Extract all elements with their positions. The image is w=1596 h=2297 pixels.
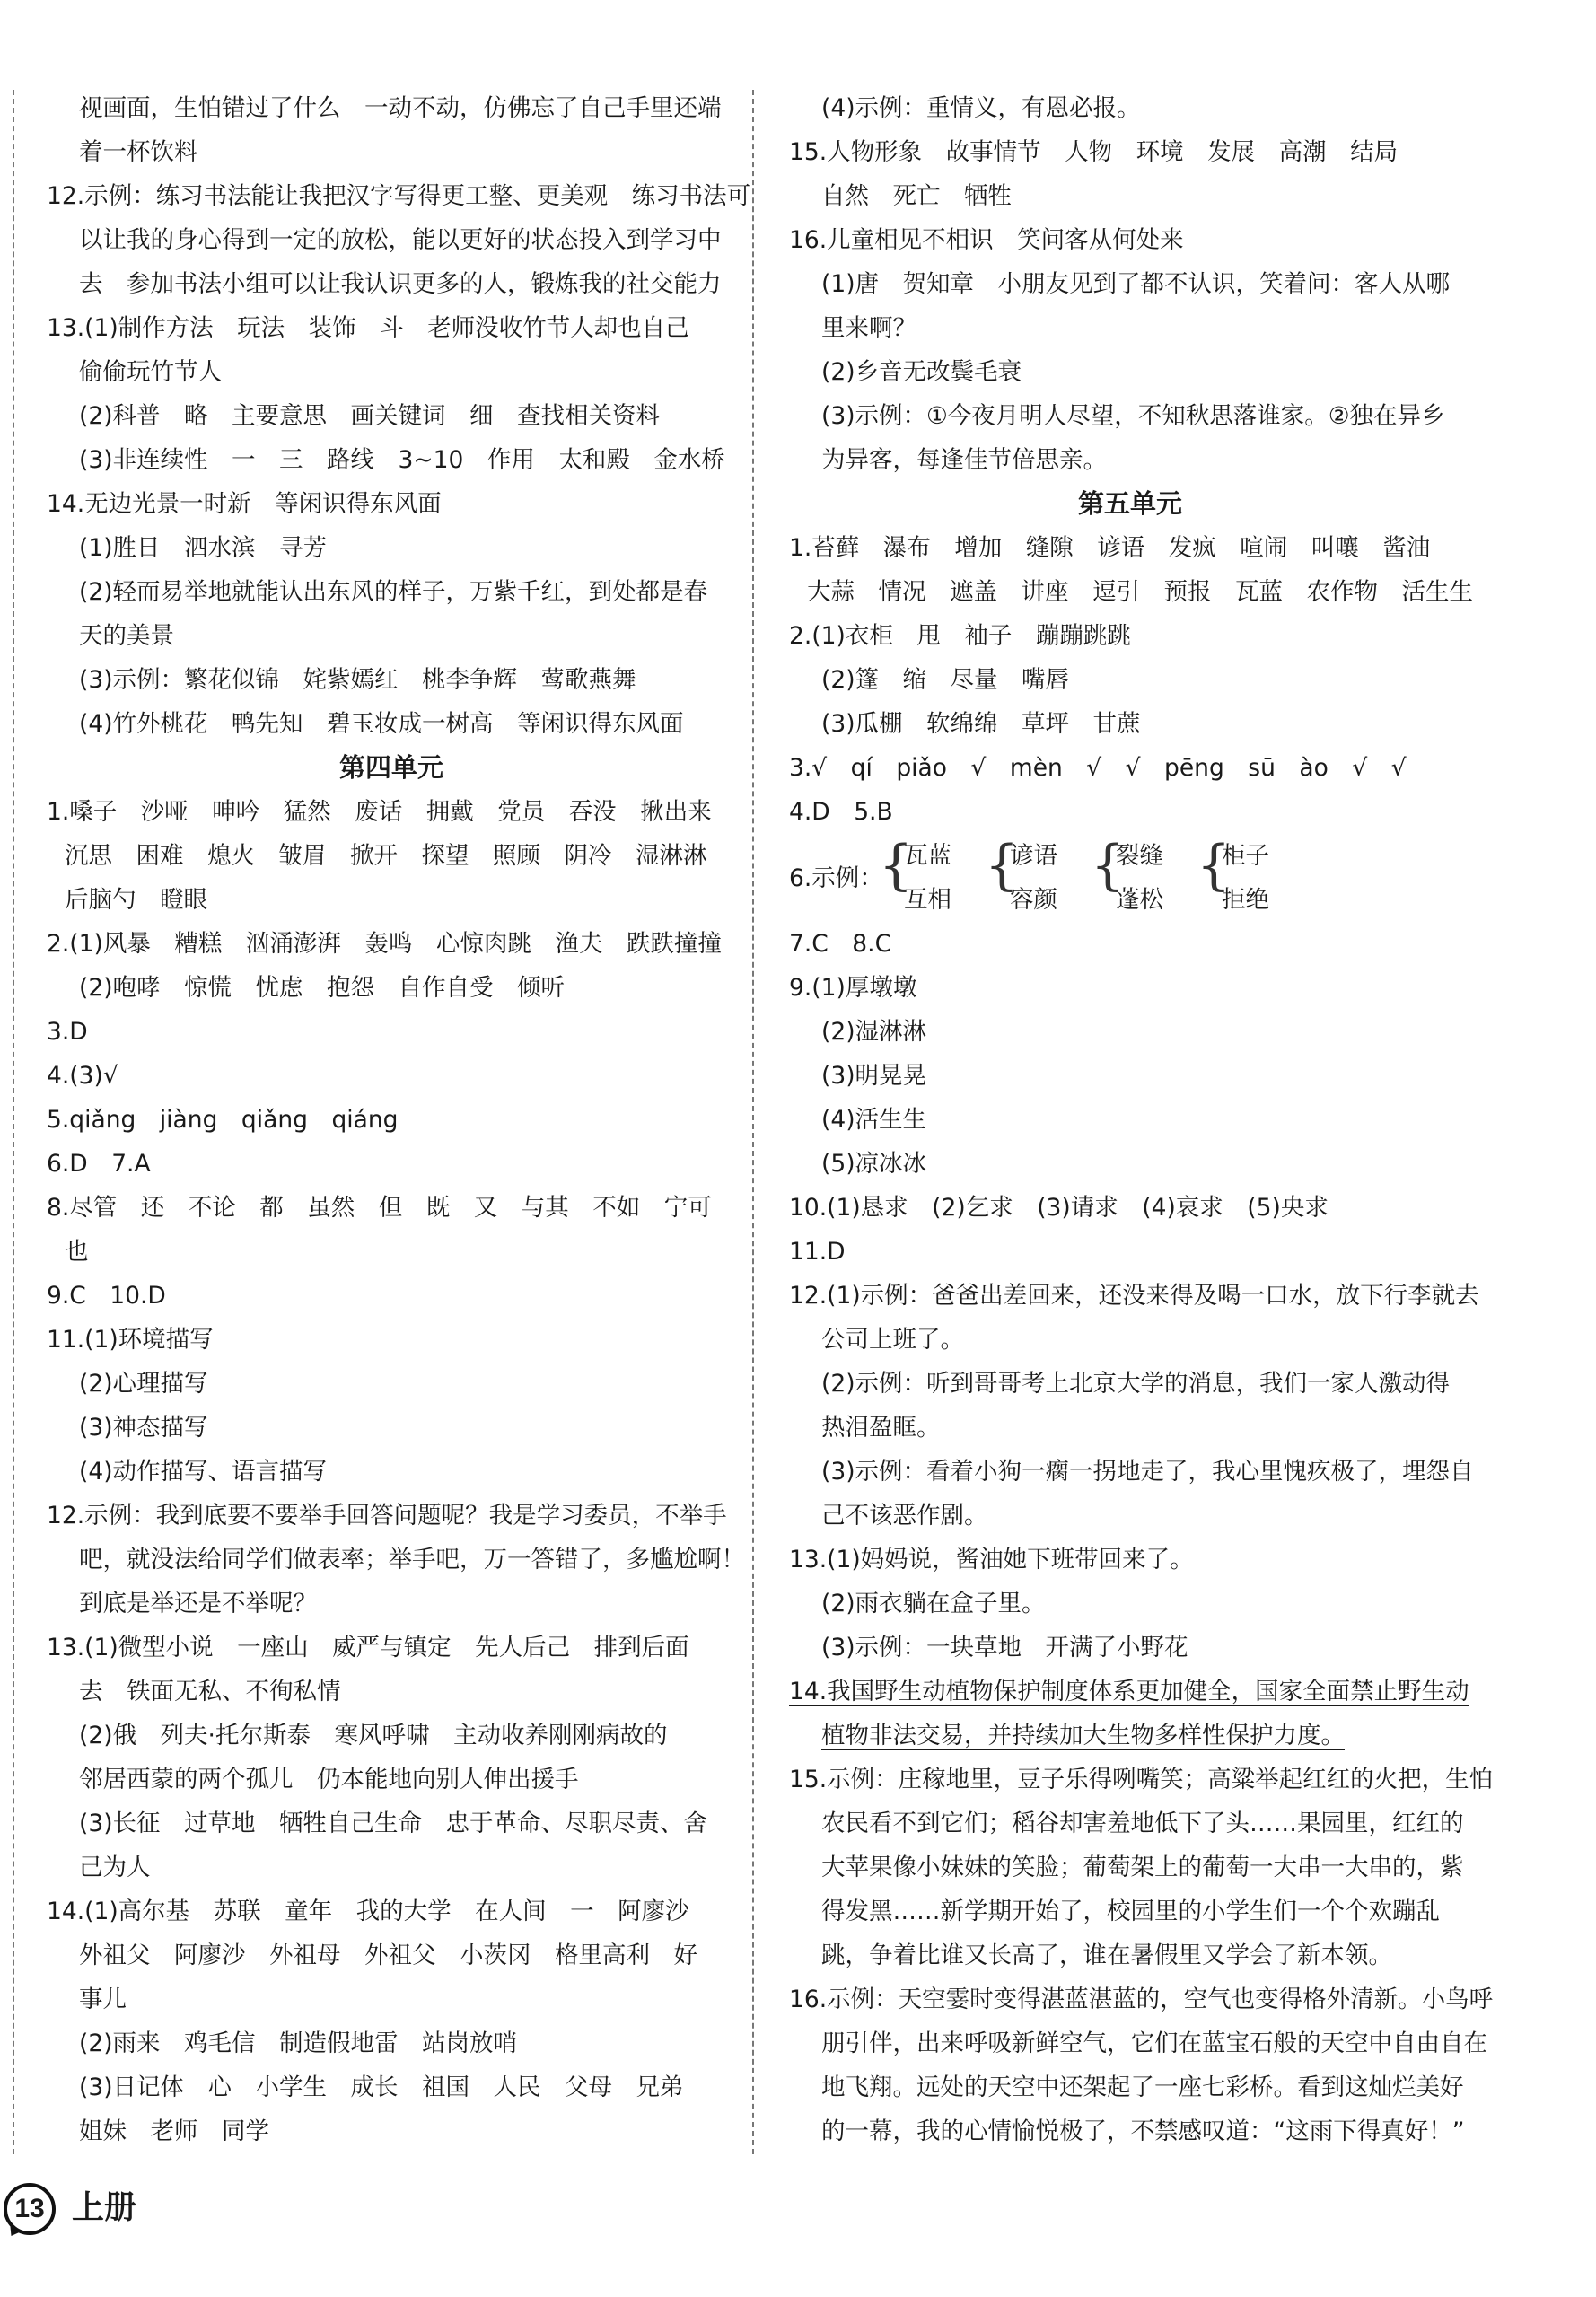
text-line: 也 [65,1238,89,1266]
text-line: 到底是举还是不举呢？ [79,1590,317,1618]
text-line: (5)凉冰冰 [821,1150,927,1178]
text-line: 得发黑……新学期开始了，校园里的小学生们一个个欢蹦乱 [821,1898,1440,1925]
word-bottom: 蓬松 [1116,886,1163,914]
answer-10: 10.(1)恳求 (2)乞求 (3)请求 (4)哀求 (5)央求 [789,1194,1329,1222]
answer-7-8: 7.C 8.C [789,930,892,958]
text-line: 偷偷玩竹节人 [79,358,222,386]
text-line: (4)竹外桃花 鸭先知 碧玉妆成一树高 等闲识得东风面 [79,710,684,738]
answer-12b: 12.示例：我到底要不要举手回答问题呢？我是学习委员，不举手 [47,1502,727,1530]
text-line: 以让我的身心得到一定的放松，能以更好的状态投入到学习中 [79,226,722,254]
unit-heading-4: 第四单元 [338,752,443,783]
text-line: 视画面，生怕错过了什么 一动不动，仿佛忘了自己手里还端 [79,94,722,122]
text-line: (3)示例：①今夜月明人尽望，不知秋思落谁家。②独在异乡 [821,402,1445,430]
answer-16: 16.儿童相见不相识 笑问客从何处来 [789,226,1184,254]
text-line: (1)胜日 泗水滨 寻芳 [79,534,328,562]
answer-1: 1.嗓子 沙哑 呻吟 猛然 废话 拥戴 党员 吞没 揪出来 [47,798,712,826]
answer-9-10: 9.C 10.D [47,1282,166,1310]
answer-15: 15.人物形象 故事情节 人物 环境 发展 高潮 结局 [789,138,1399,166]
text-line: (2)咆哮 惊慌 忧虑 抱怨 自作自受 倾听 [79,974,566,1002]
text-line: 邻居西蒙的两个孤儿 仍本能地向别人伸出援手 [79,1766,579,1793]
text-line: 大苹果像小妹妹的笑脸；葡萄架上的葡萄一大串一大串的，紫 [821,1854,1464,1881]
volume-label: 上册 [72,2189,137,2226]
answer-5: 5.qiǎng jiàng qiǎng qiáng [47,1106,399,1134]
answer-16: 16.示例：天空霎时变得湛蓝湛蓝的，空气也变得格外清新。小鸟呼 [789,1986,1494,2013]
answer-15: 15.示例：庄稼地里，豆子乐得咧嘴笑；高粱举起红红的火把，生怕 [789,1766,1494,1793]
word-bottom: 互相 [904,886,951,914]
text-line: 热泪盈眶。 [821,1414,941,1442]
text-line: 己不该恶作剧。 [821,1502,988,1530]
text-line: 自然 死亡 牺牲 [821,182,1012,210]
word-bottom: 拒绝 [1222,886,1269,914]
text-line: (2)湿淋淋 [821,1018,927,1046]
answer-12: 12.示例：练习书法能让我把汉字写得更工整、更美观 练习书法可 [47,182,751,210]
text-line: (2)示例：听到哥哥考上北京大学的消息，我们一家人激动得 [821,1370,1451,1398]
text-line: (2)雨衣躺在盒子里。 [821,1590,1046,1618]
text-line: 事儿 [79,1986,127,2013]
text-line: (2)雨来 鸡毛信 制造假地雷 站岗放哨 [79,2030,518,2057]
answer-14: 14.我国野生动植物保护制度体系更加健全，国家全面禁止野生动 [789,1678,1469,1705]
text-line: (3)瓜棚 软绵绵 草坪 甘蔗 [821,710,1141,738]
answer-6-7: 6.D 7.A [47,1150,151,1178]
text-line: (3)明晃晃 [821,1062,927,1090]
answer-2: 2.(1)衣柜 甩 袖子 蹦蹦跳跳 [789,622,1131,650]
word-top: 柜子 [1222,842,1269,870]
answer-3: 3.D [47,1018,88,1046]
word-top: 瓦蓝 [904,842,951,870]
answer-2: 2.(1)风暴 糟糕 汹涌澎湃 轰鸣 心惊肉跳 渔夫 跌跌撞撞 [47,930,722,958]
text-line: 公司上班了。 [821,1326,964,1354]
left-brace-icon: { [985,834,1020,897]
text-line: (4)示例：重情义，有恩必报。 [821,94,1141,122]
answer-4-5: 4.D 5.B [789,798,893,826]
text-line: (2)轻而易举地就能认出东风的样子，万紫千红，到处都是春 [79,578,708,606]
text-line: 着一杯饮料 [79,138,198,166]
unit-heading-5: 第五单元 [1077,488,1182,519]
left-brace-icon: { [1091,834,1126,897]
text-line: 去 铁面无私、不徇私情 [79,1678,341,1705]
text-line: (3)示例：一块草地 开满了小野花 [821,1634,1188,1661]
text-line: 沉思 困难 熄火 皱眉 掀开 探望 照顾 阴冷 湿淋淋 [65,842,707,870]
answer-11: 11.(1)环境描写 [47,1326,214,1354]
text-line: (3)示例：繁花似锦 姹紫嫣红 桃李争辉 莺歌燕舞 [79,666,636,694]
answer-1: 1.苔藓 瀑布 增加 缝隙 谚语 发疯 喧闹 叫嚷 酱油 [789,534,1431,562]
column-divider [752,90,754,2154]
answer-12: 12.(1)示例：爸爸出差回来，还没来得及喝一口水，放下行李就去 [789,1282,1479,1310]
text-line: 植物非法交易，并持续加大生物多样性保护力度。 [821,1722,1345,1749]
text-line: (4)动作描写、语言描写 [79,1458,328,1486]
left-brace-icon: { [1197,834,1232,897]
word-top: 裂缝 [1116,842,1163,870]
text-line: 为异客，每逢佳节倍思亲。 [821,446,1107,474]
text-line: (2)乡音无改鬓毛衰 [821,358,1022,386]
answer-6: 6.示例： [789,864,883,892]
answer-9: 9.(1)厚墩墩 [789,974,917,1002]
word-bottom: 容颜 [1010,886,1057,914]
text-line: (3)长征 过草地 牺牲自己生命 忠于革命、尽职尽责、舍 [79,1810,708,1837]
text-line: 己为人 [79,1854,151,1881]
answer-14: 14.无边光景一时新 等闲识得东风面 [47,490,442,518]
text-line: 吧，就没法给同学们做表率；举手吧，万一答错了，多尴尬啊！ [79,1546,745,1574]
answer-4: 4.(3)√ [47,1062,118,1090]
text-line: 去 参加书法小组可以让我认识更多的人，锻炼我的社交能力 [79,270,722,298]
text-line: 里来啊？ [821,314,916,342]
text-line: (2)篷 缩 尽量 嘴唇 [821,666,1070,694]
answer-8: 8.尽管 还 不论 都 虽然 但 既 又 与其 不如 宁可 [47,1194,712,1222]
text-line: (3)神态描写 [79,1414,208,1442]
left-margin-line [13,90,14,2154]
left-brace-icon: { [879,834,914,897]
text-line: 天的美景 [79,622,174,650]
word-top: 谚语 [1010,842,1057,870]
answer-13: 13.(1)制作方法 玩法 装饰 斗 老师没收竹节人却也自己 [47,314,689,342]
text-line: (2)心理描写 [79,1370,208,1398]
answer-14b: 14.(1)高尔基 苏联 童年 我的大学 在人间 一 阿廖沙 [47,1898,689,1925]
text-line: 大蒜 情况 遮盖 讲座 逗引 预报 瓦蓝 农作物 活生生 [807,578,1473,606]
text-line: 地飞翔。远处的天空中还架起了一座七彩桥。看到这灿烂美好 [821,2073,1464,2101]
text-line: (3)非连续性 一 三 路线 3~10 作用 太和殿 金水桥 [79,446,725,474]
text-line: (3)示例：看着小狗一瘸一拐地走了，我心里愧疚极了，埋怨自 [821,1458,1474,1486]
text-line: 朋引伴，出来呼吸新鲜空气，它们在蓝宝石般的天空中自由自在 [821,2030,1487,2057]
answer-3: 3.√ qí piǎo √ mèn √ √ pēng sū ào √ √ [789,754,1407,782]
text-line: (4)活生生 [821,1106,927,1134]
answer-11: 11.D [789,1238,846,1266]
answer-13: 13.(1)妈妈说，酱油她下班带回来了。 [789,1546,1194,1574]
text-line: (3)日记体 心 小学生 成长 祖国 人民 父母 兄弟 [79,2073,684,2101]
text-line: (2)科普 略 主要意思 画关键词 细 查找相关资料 [79,402,661,430]
text-line: (2)俄 列夫·托尔斯泰 寒风呼啸 主动收养刚刚病故的 [79,1722,668,1749]
text-line: 的一幕，我的心情愉悦极了，不禁感叹道：“这雨下得真好！” [821,2117,1465,2145]
text-line: 跳，争着比谁又长高了，谁在暑假里又学会了新本领。 [821,1942,1392,1969]
text-line: 姐妹 老师 同学 [79,2117,269,2145]
page-number: 13 [4,2183,56,2235]
text-line: 农民看不到它们；稻谷却害羞地低下了头……果园里，红红的 [821,1810,1464,1837]
text-line: 外祖父 阿廖沙 外祖母 外祖父 小茨冈 格里高利 好 [79,1942,697,1969]
text-line: (1)唐 贺知章 小朋友见到了都不认识，笑着问：客人从哪 [821,270,1451,298]
answer-13b: 13.(1)微型小说 一座山 威严与镇定 先人后己 排到后面 [47,1634,689,1661]
text-line: 后脑勺 瞪眼 [65,886,207,914]
